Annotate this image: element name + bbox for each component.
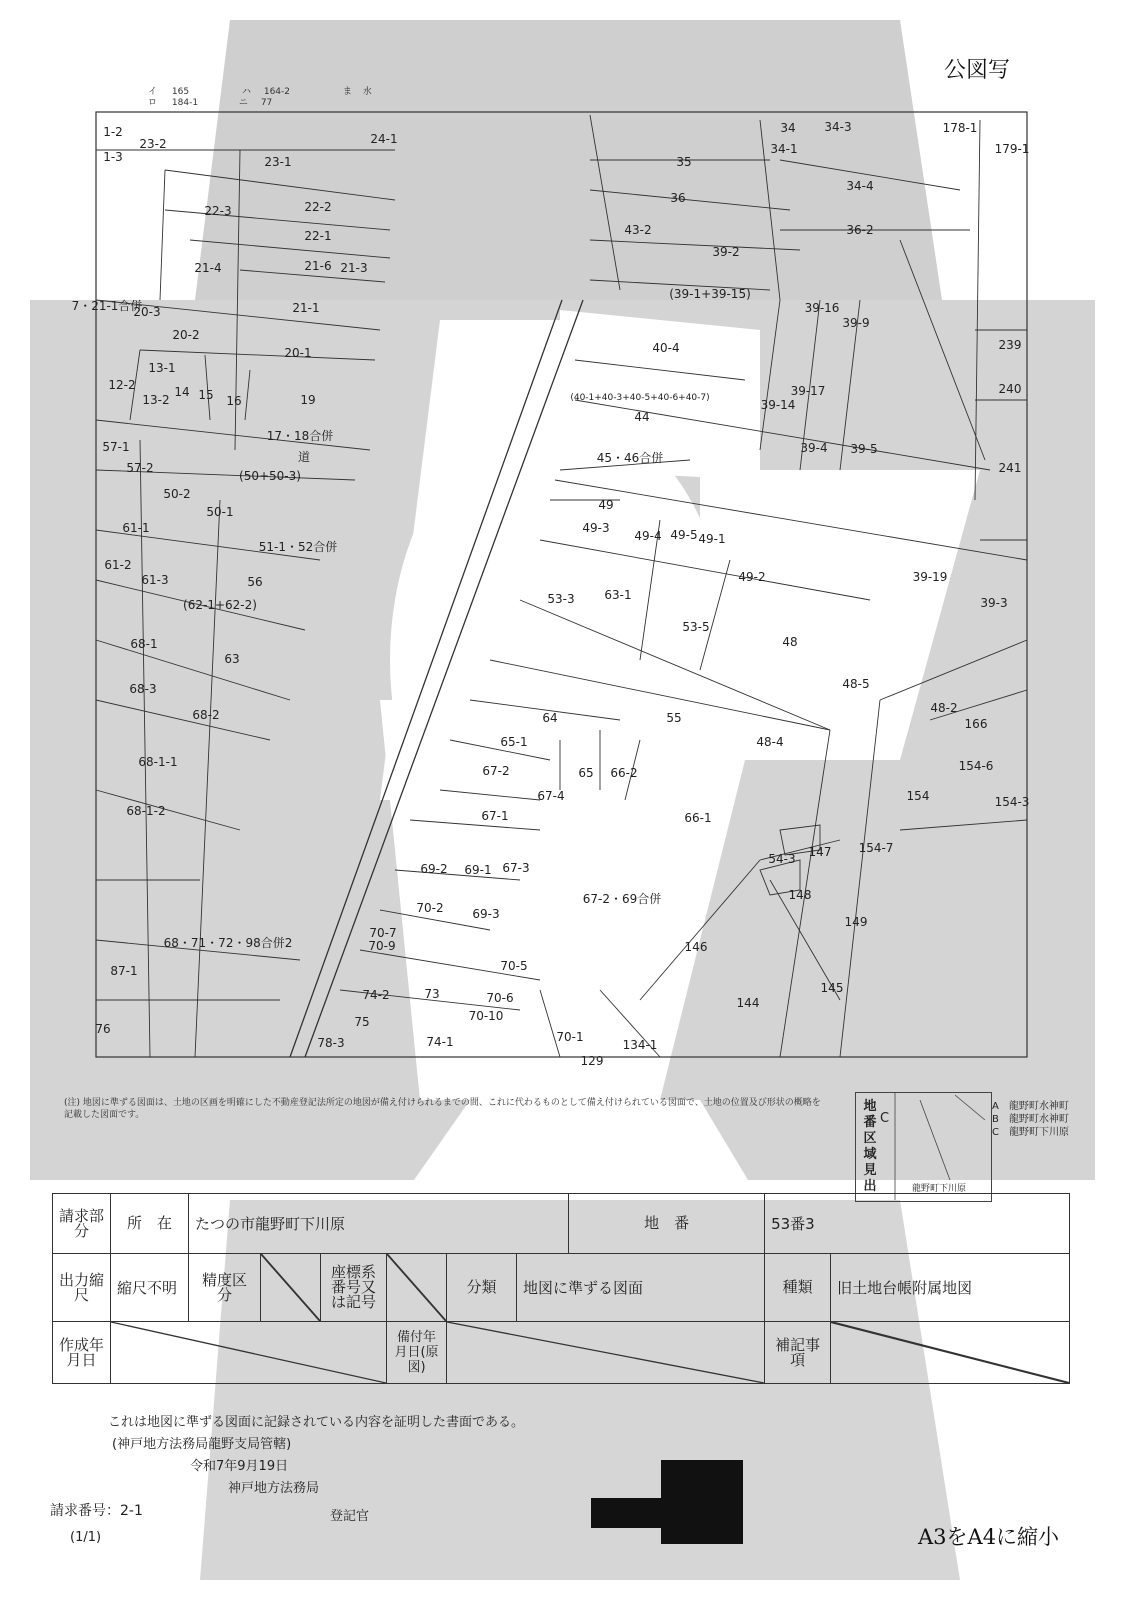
parcel-label: 39-17 — [790, 384, 826, 398]
parcel-label: 49-1 — [698, 532, 726, 546]
certification-jurisdiction: (神戸地方法務局龍野支局管轄) — [112, 1437, 292, 1452]
parcel-label: 87-1 — [110, 964, 138, 978]
parcel-label: 67-2・69合併 — [582, 892, 662, 906]
index-map-c-label: C — [880, 1111, 890, 1126]
parcel-label: 146 — [684, 940, 708, 954]
parcel-label: 34 — [780, 121, 796, 135]
parcel-label: 179-1 — [994, 142, 1030, 156]
redacted-seal — [661, 1460, 743, 1544]
parcel-label: 68-1 — [130, 637, 158, 651]
parcel-label: 22-1 — [304, 229, 332, 243]
parcel-label: 49 — [598, 498, 614, 512]
parcel-label: 21-3 — [340, 261, 368, 275]
parcel-label: 13-1 — [148, 361, 176, 375]
parcel-label: 56 — [247, 575, 263, 589]
parcel-label: 129 — [580, 1054, 604, 1068]
parcel-label: 14 — [174, 385, 190, 399]
index-legend-item: B 龍野町水神町 — [992, 1114, 1069, 1125]
parcel-label: 50-2 — [163, 487, 191, 501]
parcel-label: 51-1・52合併 — [258, 540, 338, 554]
parcel-label: 78-3 — [317, 1036, 345, 1050]
scale-value: 縮尺不明 — [111, 1254, 189, 1322]
parcel-label: 147 — [808, 845, 832, 859]
legend-value: 165 — [171, 87, 190, 97]
legend-key: イ — [148, 87, 158, 97]
parcel-label: 22-3 — [204, 204, 232, 218]
parcel-label: 35 — [676, 155, 692, 169]
parcel-label: (62-1+62-2) — [183, 598, 257, 612]
type-value: 旧土地台帳附属地図 — [831, 1254, 1070, 1322]
parcel-label: 17・18合併 — [266, 429, 334, 443]
parcel-label: 240 — [998, 382, 1022, 396]
parcel-label: 22-2 — [304, 200, 332, 214]
parcel-label: 23-2 — [139, 137, 167, 151]
parcel-label: 67-4 — [537, 789, 565, 803]
parcel-label: 70-5 — [500, 959, 528, 973]
parcel-label: 67-1 — [481, 809, 509, 823]
precision-value — [261, 1254, 321, 1322]
parcel-label: 68-3 — [129, 682, 157, 696]
parcel-label: 36-2 — [846, 223, 874, 237]
parcel-label: 21-4 — [194, 261, 222, 275]
index-map-title: 地番区域見出 — [863, 1099, 877, 1194]
parcel-label: 20-1 — [284, 346, 312, 360]
parcel-label: 48-2 — [930, 701, 958, 715]
parcel-label: 154-7 — [858, 841, 894, 855]
installed-value — [447, 1322, 765, 1384]
parcel-label: 1-3 — [103, 150, 123, 164]
parcel-label: 40-4 — [652, 341, 680, 355]
parcel-label: 39-9 — [842, 316, 870, 330]
parcel-label: 66-2 — [610, 766, 638, 780]
certification-registrar: 登記官 — [330, 1509, 370, 1524]
parcel-label: 144 — [736, 996, 760, 1010]
parcel-label: 145 — [820, 981, 844, 995]
legend-value: 184-1 — [171, 98, 199, 108]
parcel-label: (40-1+40-3+40-5+40-6+40-7) — [570, 393, 710, 403]
request-number: 請求番号：2-1 — [50, 1503, 143, 1519]
parcel-label: 20-2 — [172, 328, 200, 342]
parcel-label: 34-3 — [824, 120, 852, 134]
coord-value — [387, 1254, 447, 1322]
parcel-label: 149 — [844, 915, 868, 929]
location-label: 所 在 — [111, 1194, 189, 1254]
parcel-label: 69-1 — [464, 863, 492, 877]
parcel-label: 154-6 — [958, 759, 994, 773]
legend-key: ニ — [238, 98, 248, 108]
parcel-label: 24-1 — [370, 132, 398, 146]
parcel-label: 21-1 — [292, 301, 320, 315]
parcel-label: 74-1 — [426, 1035, 454, 1049]
type-label: 種類 — [765, 1254, 831, 1322]
page-number: (1/1) — [70, 1530, 102, 1545]
parcel-label: 57-2 — [126, 461, 154, 475]
parcel-label: 13-2 — [142, 393, 170, 407]
parcel-label: 39-5 — [850, 442, 878, 456]
parcel-label: (39-1+39-15) — [669, 287, 751, 301]
parcel-label: 39-4 — [800, 441, 828, 455]
scale-label: 出力縮尺 — [53, 1254, 111, 1322]
parcel-label: 70-10 — [468, 1009, 504, 1023]
remarks-label: 補記事項 — [765, 1322, 831, 1384]
parcel-label: 44 — [634, 410, 650, 424]
parcel-label: 21-6 — [304, 259, 332, 273]
parcel-label: 69-3 — [472, 907, 500, 921]
certification-office: 神戸地方法務局 — [228, 1481, 320, 1496]
parcel-label: 54-3 — [768, 852, 796, 866]
parcel-label: 23-1 — [264, 155, 292, 169]
parcel-label: 61-3 — [141, 573, 169, 587]
parcel-label: 48 — [782, 635, 798, 649]
parcel-label: 154 — [906, 789, 930, 803]
parcel-label: 49-5 — [670, 528, 698, 542]
parcel-label: 68-1-1 — [138, 755, 178, 769]
legend-value: 164-2 — [263, 87, 290, 97]
parcel-label: 67-2 — [482, 764, 510, 778]
parcel-label: 134-1 — [622, 1038, 658, 1052]
index-legend — [992, 1100, 1092, 1139]
legend-key: ロ — [148, 98, 158, 108]
parcel-label: 166 — [964, 717, 988, 731]
parcel-label: 39-14 — [760, 398, 796, 412]
legend-key: ま — [342, 87, 352, 97]
legend-value: 77 — [260, 98, 273, 108]
parcel-label: 45・46合併 — [596, 451, 664, 465]
parcel-label: 7・21-1合併 — [71, 299, 143, 313]
class-value: 地図に準ずる図面 — [517, 1254, 765, 1322]
created-label: 作成年月日 — [53, 1322, 111, 1384]
parcel-label: 67-3 — [502, 861, 530, 875]
parcel-label: 76 — [95, 1022, 111, 1036]
parcel-label: 36 — [670, 191, 686, 205]
parcel-label: 68-2 — [192, 708, 220, 722]
parcel-label: 70-1 — [556, 1030, 584, 1044]
parcel-label: 49-2 — [738, 570, 766, 584]
certification-statement: これは地図に準ずる図面に記録されている内容を証明した書面である。 — [108, 1415, 525, 1430]
parcel-label: 53-3 — [547, 592, 575, 606]
parcel-label: 16 — [226, 394, 242, 408]
index-legend-item: A 龍野町水神町 — [992, 1101, 1069, 1112]
parcel-label: 64 — [542, 711, 558, 725]
parcel-label: 63 — [224, 652, 240, 666]
parcel-label: (50+50-3) — [239, 469, 301, 483]
req-label: 請求部分 — [53, 1194, 111, 1254]
parcel-label: 61-1 — [122, 521, 150, 535]
index-map-area-name: 龍野町下川原 — [912, 1184, 967, 1194]
legend-key: ハ — [241, 87, 251, 97]
installed-label: 備付年月日(原図) — [387, 1322, 447, 1384]
parcel-label: 15 — [198, 388, 214, 402]
remarks-value — [831, 1322, 1070, 1384]
parcel-label: 63-1 — [604, 588, 632, 602]
parcel-label: 148 — [788, 888, 812, 902]
parcel-label: 34-4 — [846, 179, 874, 193]
parcel-label: 49-3 — [582, 521, 610, 535]
parcel-label: 39-19 — [912, 570, 948, 584]
parcel-label: 49-4 — [634, 529, 662, 543]
parcel-label: 70-9 — [368, 939, 396, 953]
parcel-label: 39-16 — [804, 301, 840, 315]
parcel-label: 48-5 — [842, 677, 870, 691]
parcel-label: 74-2 — [362, 988, 390, 1002]
precision-label: 精度区分 — [189, 1254, 261, 1322]
document-title: 公図写 — [944, 58, 1011, 83]
parcel-label: 239 — [998, 338, 1022, 352]
lot-label: 地 番 — [569, 1194, 765, 1254]
reduction-label: A3をA4に縮小 — [918, 1525, 1060, 1549]
parcel-label: 70-6 — [486, 991, 514, 1005]
map-note: (注) 地図に準ずる図面は、土地の区画を明確にした不動産登記法所定の地図が備え付けられるまでの間、これに代わるものとして備え付けられている図面で、土地の位置及び形状の概略を記載した図面です。 — [64, 1098, 821, 1120]
parcel-label: 73 — [424, 987, 440, 1001]
parcel-label: 1-2 — [103, 125, 123, 139]
parcel-label: 20-3 — [133, 305, 161, 319]
parcel-label: 39-2 — [712, 245, 740, 259]
index-legend-item: C 龍野町下川原 — [992, 1127, 1069, 1138]
parcel-label: 70-2 — [416, 901, 444, 915]
parcel-label: 241 — [998, 461, 1022, 475]
parcel-label: 19 — [300, 393, 316, 407]
legend-codes — [148, 87, 408, 109]
parcel-label: 57-1 — [102, 440, 130, 454]
parcel-label: 69-2 — [420, 862, 448, 876]
parcel-label: 68-1-2 — [126, 804, 166, 818]
info-table — [52, 1193, 1070, 1384]
parcel-label: 70-7 — [369, 926, 397, 940]
lot-value: 53番3 — [765, 1194, 1070, 1254]
legend-value: 水 — [362, 87, 372, 97]
created-value — [111, 1322, 387, 1384]
parcel-label: 61-2 — [104, 558, 132, 572]
redacted-name — [591, 1498, 661, 1528]
parcel-label: 75 — [354, 1015, 370, 1029]
certification-date: 令和7年9月19日 — [190, 1459, 289, 1474]
parcel-label: 65-1 — [500, 735, 528, 749]
parcel-label: 178-1 — [942, 121, 978, 135]
parcel-label: 34-1 — [770, 142, 798, 156]
parcel-label: 12-2 — [108, 378, 136, 392]
parcel-label: 43-2 — [624, 223, 652, 237]
parcel-label: 50-1 — [206, 505, 234, 519]
index-map — [855, 1092, 992, 1202]
parcel-label: 68・71・72・98合併2 — [163, 936, 293, 950]
location-value: たつの市龍野町下川原 — [189, 1194, 569, 1254]
parcel-label: 55 — [666, 711, 682, 725]
parcel-label: 65 — [578, 766, 594, 780]
parcel-label: 39-3 — [980, 596, 1008, 610]
parcel-label: 154-3 — [994, 795, 1030, 809]
class-label: 分類 — [447, 1254, 517, 1322]
parcel-label: 道 — [297, 450, 311, 464]
parcel-label: 66-1 — [684, 811, 712, 825]
parcel-label: 53-5 — [682, 620, 710, 634]
coord-label: 座標系番号又は記号 — [321, 1254, 387, 1322]
parcel-label: 48-4 — [756, 735, 784, 749]
